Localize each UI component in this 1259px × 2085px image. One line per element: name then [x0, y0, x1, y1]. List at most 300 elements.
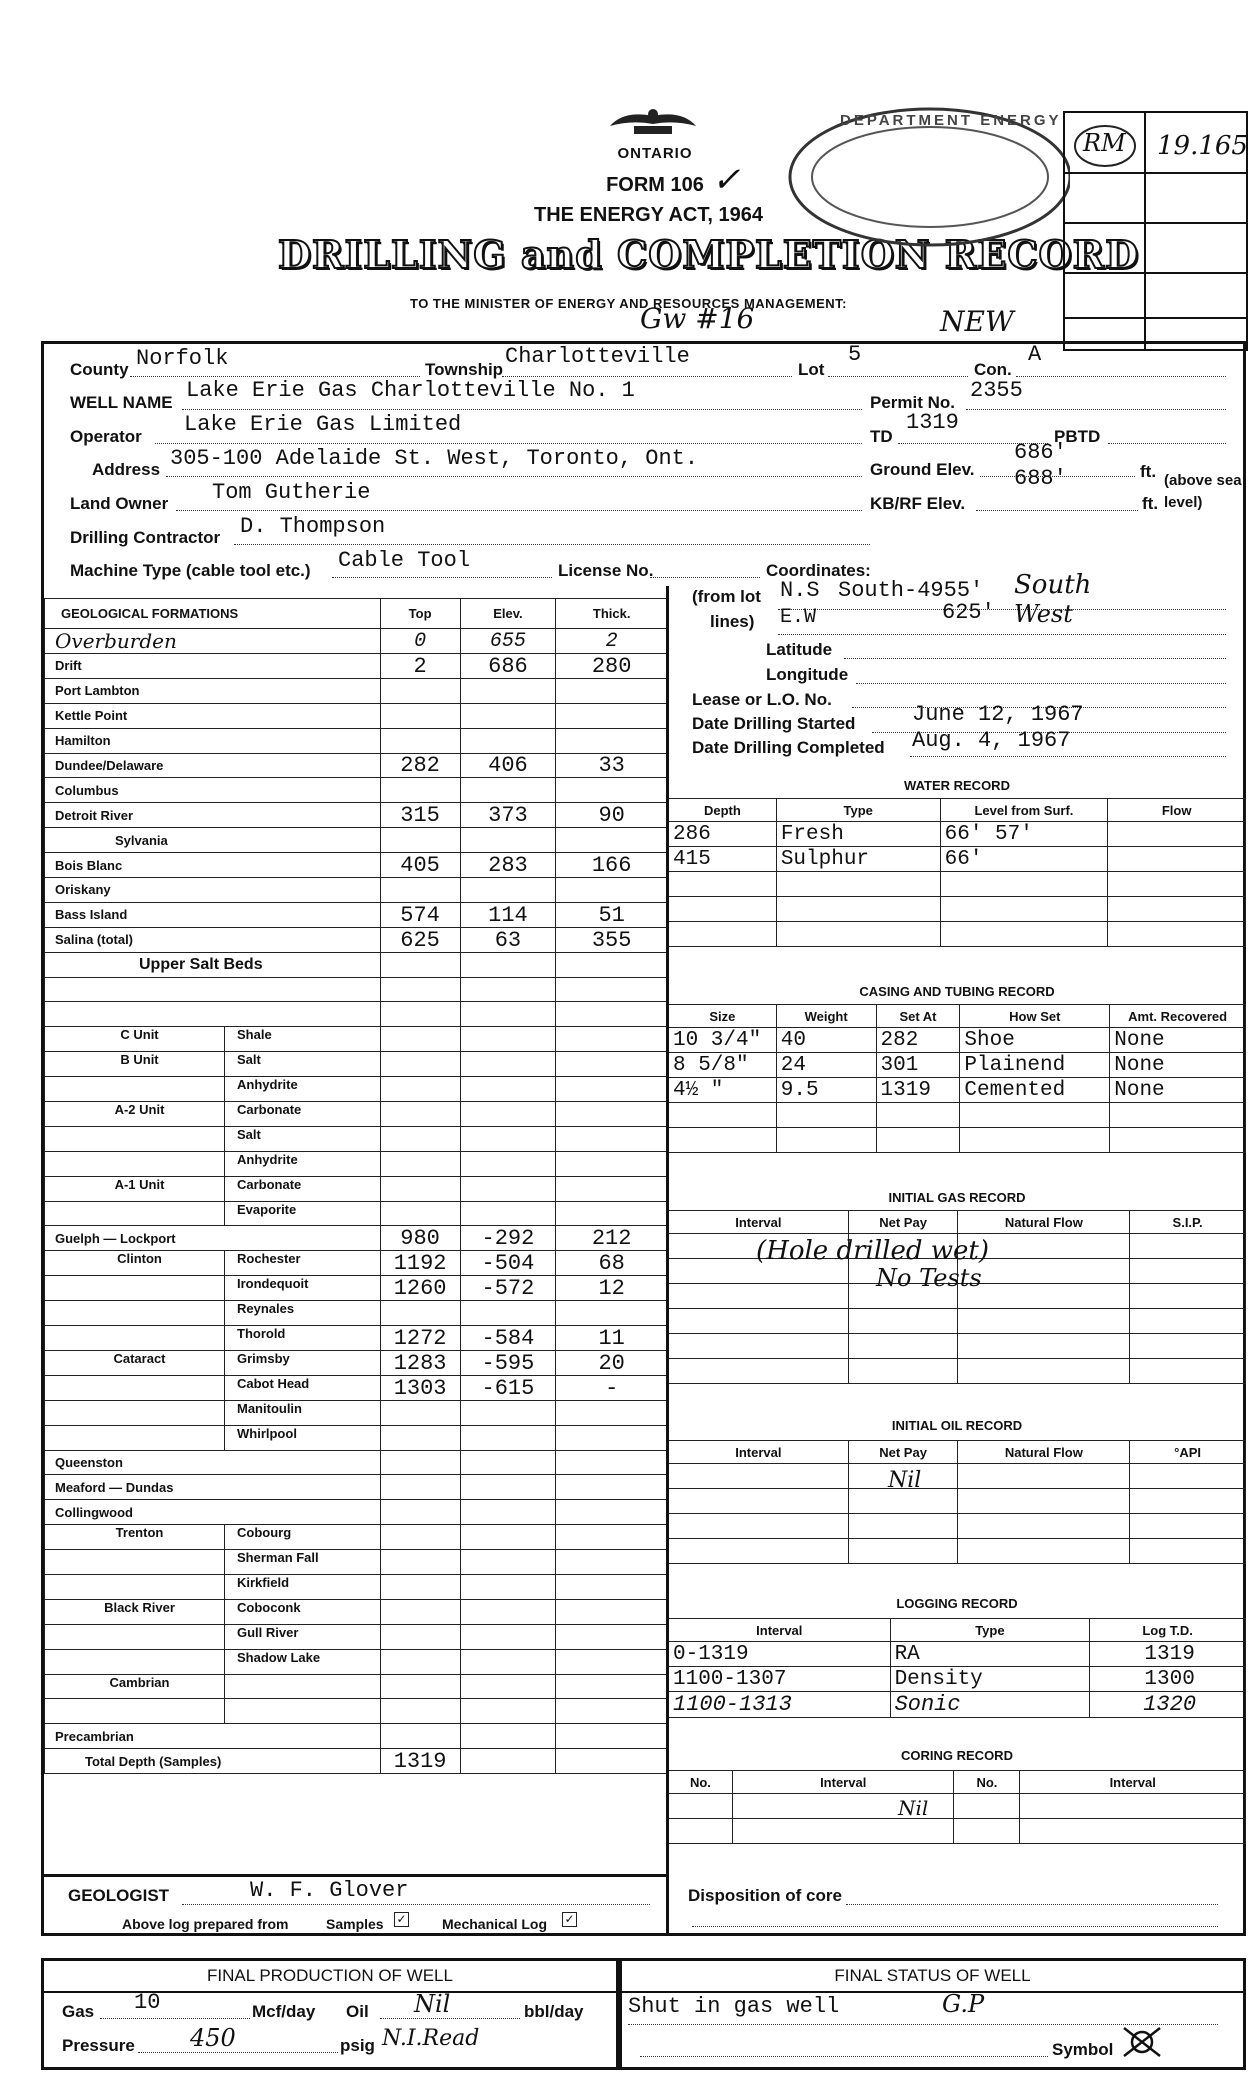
- geology-row: [45, 1649, 668, 1674]
- received-stamp: [770, 102, 1070, 252]
- address-value: 305-100 Adelaide St. West, Toronto, Ont.: [170, 446, 699, 471]
- formation-top: [380, 678, 460, 703]
- formation-group: Clinton: [117, 1251, 162, 1267]
- td-label: TD: [870, 427, 893, 446]
- casing-cell: [960, 1128, 1110, 1153]
- geology-row: [45, 1475, 668, 1500]
- formation-name: [45, 1251, 381, 1276]
- formation-elev: -292: [460, 1226, 556, 1251]
- water-row: [669, 822, 1246, 847]
- formation-top: [380, 1301, 460, 1326]
- casing-cell: [876, 1128, 960, 1153]
- formation-label: Drift: [55, 658, 82, 674]
- formation-elev: 283: [460, 853, 556, 878]
- geology-row: [45, 703, 668, 728]
- geology-row: [45, 1102, 668, 1127]
- formation-thick: [556, 728, 668, 753]
- logging-cell: 1300: [1090, 1667, 1246, 1692]
- formation-name: [45, 1002, 381, 1027]
- formation-top: 1303: [380, 1375, 460, 1400]
- township-value: Charlotteville: [505, 344, 690, 369]
- formation-elev: [460, 728, 556, 753]
- formation-thick: 280: [556, 654, 668, 679]
- formation-label: Overburden: [55, 629, 177, 653]
- geology-row: [45, 654, 668, 679]
- formation-top: [380, 1624, 460, 1649]
- final-status-value: Shut in gas well: [628, 1994, 840, 2019]
- formation-name: [45, 1226, 381, 1251]
- formation-name: [45, 803, 381, 828]
- water-header-depth: Depth: [669, 799, 777, 822]
- geology-row: [45, 1027, 668, 1052]
- date-started-value: June 12, 1967: [912, 702, 1084, 727]
- formation-elev: -572: [460, 1276, 556, 1301]
- oil-value: Nil: [414, 1990, 451, 2018]
- casing-cell: 10 3/4": [669, 1028, 777, 1053]
- geology-row: [45, 1599, 668, 1624]
- gas-note-no-tests: No Tests: [876, 1264, 982, 1292]
- gas-header-natural-flow: Natural Flow: [958, 1211, 1130, 1234]
- formation-top: [380, 1102, 460, 1127]
- casing-row: [669, 1078, 1246, 1103]
- water-cell: Sulphur: [776, 847, 940, 872]
- formation-subunit: Reynales: [237, 1301, 295, 1317]
- formation-label: [45, 982, 55, 997]
- formation-group: A-1 Unit: [114, 1176, 165, 1192]
- water-header-level: Level from Surf.: [940, 799, 1108, 822]
- casing-cell: 301: [876, 1053, 960, 1078]
- formation-group: Cataract: [113, 1350, 166, 1366]
- formation-name: [45, 1400, 381, 1425]
- formation-group: B Unit: [120, 1052, 159, 1068]
- formation-thick: [556, 1724, 668, 1749]
- formation-name: [45, 1500, 381, 1525]
- ew-handwritten: West: [1014, 600, 1073, 628]
- logging-row: [669, 1642, 1246, 1667]
- casing-record-table: [668, 1004, 1246, 1153]
- casing-cell: 4½ ": [669, 1078, 777, 1103]
- formation-elev: 406: [460, 753, 556, 778]
- logging-cell: 1100-1313: [669, 1692, 891, 1718]
- formation-top: [380, 1724, 460, 1749]
- logging-cell: 1100-1307: [669, 1667, 891, 1692]
- casing-cell: Cemented: [960, 1078, 1110, 1103]
- samples-checkbox[interactable]: ✓: [394, 1912, 409, 1927]
- geology-row: [45, 1002, 668, 1027]
- casing-cell: None: [1110, 1053, 1246, 1078]
- td-value: 1319: [906, 410, 959, 435]
- formation-name: [45, 1375, 381, 1400]
- formation-top: [380, 1126, 460, 1151]
- water-cell: [1108, 822, 1246, 847]
- final-status-handwritten: G.P: [942, 1990, 985, 2018]
- formation-name: [45, 1126, 381, 1151]
- formation-top: 980: [380, 1226, 460, 1251]
- geologist-label: GEOLOGIST: [68, 1886, 170, 1905]
- logging-cell: Density: [890, 1667, 1090, 1692]
- formation-name: [45, 1599, 381, 1624]
- formation-elev: 655: [460, 629, 556, 654]
- formation-thick: [556, 977, 668, 1002]
- column-divider: [666, 586, 669, 1936]
- water-cell: [1108, 897, 1246, 922]
- formation-top: [380, 1599, 460, 1624]
- formation-thick: -: [556, 1375, 668, 1400]
- to-minister-line: TO THE MINISTER OF ENERGY AND RESOURCES MANAGEMENT:: [410, 296, 847, 311]
- formation-subunit: Shadow Lake: [237, 1649, 321, 1665]
- act-label: THE ENERGY ACT, 1964: [534, 204, 763, 226]
- formation-thick: [556, 778, 668, 803]
- casing-header-recovered: Amt. Recovered: [1110, 1005, 1246, 1028]
- geology-row: [45, 927, 668, 952]
- formation-label: Dundee/Delaware: [55, 758, 164, 773]
- formation-elev: [460, 1674, 556, 1699]
- formation-top: [380, 1699, 460, 1724]
- geology-row: [45, 678, 668, 703]
- casing-header-set-at: Set At: [876, 1005, 960, 1028]
- geology-row: [45, 1425, 668, 1450]
- formation-name: [45, 927, 381, 952]
- formation-top: [380, 1500, 460, 1525]
- geology-row: [45, 778, 668, 803]
- casing-cell: [669, 1103, 777, 1128]
- formation-elev: -584: [460, 1326, 556, 1351]
- formation-subunit: Grimsby: [237, 1350, 290, 1366]
- ns-value: South-4955': [838, 578, 984, 603]
- formation-top: [380, 952, 460, 977]
- logging-record-table: [668, 1618, 1246, 1718]
- formation-elev: [460, 1027, 556, 1052]
- geology-row: [45, 1674, 668, 1699]
- geology-row: [45, 1450, 668, 1475]
- formation-thick: [556, 1151, 668, 1176]
- formation-name: [45, 728, 381, 753]
- formation-elev: [460, 1201, 556, 1226]
- formation-label: Salina (total): [55, 932, 134, 948]
- county-label: County: [70, 360, 129, 379]
- casing-cell: [960, 1103, 1110, 1128]
- formation-elev: -504: [460, 1251, 556, 1276]
- geology-header-formation: GEOLOGICAL FORMATIONS: [45, 599, 381, 629]
- province-label: ONTARIO: [617, 145, 693, 162]
- final-status-title: FINAL STATUS OF WELL: [622, 1961, 1243, 1993]
- water-cell: 415: [669, 847, 777, 872]
- formation-top: [380, 1151, 460, 1176]
- formation-elev: [460, 678, 556, 703]
- formation-elev: [460, 1176, 556, 1201]
- ground-elev-value-2: 688': [1014, 466, 1067, 491]
- formation-thick: [556, 1699, 668, 1724]
- formation-thick: [556, 1475, 668, 1500]
- formation-label: Upper Salt Beds: [139, 955, 263, 973]
- formation-elev: [460, 1599, 556, 1624]
- formation-name: [45, 703, 381, 728]
- formation-thick: 166: [556, 853, 668, 878]
- formation-name: [45, 1475, 381, 1500]
- formation-top: [380, 1475, 460, 1500]
- formation-name: [45, 629, 381, 654]
- casing-record-title: CASING AND TUBING RECORD: [859, 984, 1055, 999]
- geology-table: [44, 598, 668, 1774]
- formation-thick: [556, 1102, 668, 1127]
- casing-cell: 1319: [876, 1078, 960, 1103]
- gas-well-symbol-icon: [1120, 2024, 1164, 2060]
- disposition-label: Disposition of core: [688, 1886, 842, 1905]
- lot-value: 5: [848, 342, 862, 367]
- water-cell: [1108, 847, 1246, 872]
- geology-row: [45, 1525, 668, 1550]
- check-mark-icon: ✓: [712, 160, 741, 200]
- geology-row: [45, 1724, 668, 1749]
- formation-name: [45, 1326, 381, 1351]
- geology-row: [45, 728, 668, 753]
- ft-label-1: ft.: [1140, 462, 1157, 481]
- formation-name: [45, 678, 381, 703]
- formation-top: [380, 1450, 460, 1475]
- psig-label: psig: [340, 2036, 375, 2055]
- permit-value: 2355: [970, 378, 1023, 403]
- water-cell: [1108, 872, 1246, 897]
- formation-subunit: Kirkfield: [237, 1574, 290, 1590]
- geology-row: [45, 1350, 668, 1375]
- formation-subunit: Thorold: [237, 1326, 286, 1342]
- casing-row: [669, 1028, 1246, 1053]
- formation-top: 2: [380, 654, 460, 679]
- formation-thick: [556, 1126, 668, 1151]
- crest-logo: [604, 104, 702, 138]
- license-label: License No.: [558, 561, 654, 580]
- water-record-table: [668, 798, 1246, 947]
- formation-group: A-2 Unit: [114, 1102, 165, 1118]
- samples-label: Samples: [326, 1916, 384, 1932]
- geology-row: [45, 1176, 668, 1201]
- formation-name: [45, 1301, 381, 1326]
- water-row: [669, 897, 1246, 922]
- water-cell: [1108, 922, 1246, 947]
- logging-header-interval: Interval: [669, 1619, 891, 1642]
- geologist-divider: [44, 1874, 666, 1877]
- formation-elev: [460, 1649, 556, 1674]
- formation-top: 282: [380, 753, 460, 778]
- coring-record-table: [668, 1770, 1246, 1844]
- water-cell: [669, 922, 777, 947]
- oil-header-api: °API: [1130, 1441, 1246, 1464]
- casing-cell: 24: [776, 1053, 876, 1078]
- formation-label: Guelph — Lockport: [55, 1230, 176, 1246]
- formation-label: Oriskany: [55, 882, 111, 898]
- formation-label: [45, 1007, 55, 1022]
- box-entry-number: 19.165: [1157, 131, 1248, 161]
- gas-header-interval: Interval: [669, 1211, 849, 1234]
- logging-cell: Sonic: [890, 1692, 1090, 1718]
- geology-row: [45, 629, 668, 654]
- formation-thick: 20: [556, 1350, 668, 1375]
- water-cell: [776, 922, 940, 947]
- coring-header-interval-2: Interval: [1020, 1771, 1246, 1794]
- casing-cell: 8 5/8": [669, 1053, 777, 1078]
- formation-thick: [556, 1002, 668, 1027]
- stamp-text: DEPARTMENT ENERGY: [840, 112, 1062, 129]
- initial-gas-title: INITIAL GAS RECORD: [888, 1190, 1026, 1205]
- casing-cell: Plainend: [960, 1053, 1110, 1078]
- casing-cell: None: [1110, 1078, 1246, 1103]
- formation-top: [380, 1550, 460, 1575]
- formation-top: [380, 1574, 460, 1599]
- formation-thick: [556, 1176, 668, 1201]
- formation-label: Sylvania: [115, 832, 168, 848]
- formation-subunit: Cabot Head: [237, 1375, 310, 1391]
- formation-subunit: Salt: [237, 1126, 261, 1142]
- formation-group: Trenton: [115, 1525, 164, 1541]
- formation-name: [45, 977, 381, 1002]
- formation-elev: [460, 1724, 556, 1749]
- handwritten-gw: Gw #16: [640, 302, 755, 335]
- formation-top: [380, 728, 460, 753]
- formation-subunit: Carbonate: [237, 1176, 302, 1192]
- formation-thick: 33: [556, 753, 668, 778]
- water-cell: [776, 872, 940, 897]
- formation-subunit: Whirlpool: [237, 1425, 297, 1441]
- oil-header-natural-flow: Natural Flow: [958, 1441, 1130, 1464]
- geology-row: [45, 1624, 668, 1649]
- geology-row: [45, 1226, 668, 1251]
- formation-thick: [556, 1674, 668, 1699]
- casing-header-size: Size: [669, 1005, 777, 1028]
- formation-elev: 686: [460, 654, 556, 679]
- psig-note: N.I.Read: [382, 2026, 480, 2051]
- well-name-value: Lake Erie Gas Charlotteville No. 1: [186, 378, 635, 403]
- formation-group: Cambrian: [109, 1674, 170, 1690]
- above-sea-level-note: (above sea level): [1164, 472, 1242, 511]
- formation-thick: [556, 1301, 668, 1326]
- form-number: FORM 106: [606, 174, 704, 196]
- formation-elev: [460, 1500, 556, 1525]
- ft-label-2: ft.: [1142, 494, 1159, 513]
- oil-header-net-pay: Net Pay: [848, 1441, 958, 1464]
- gas-header-net-pay: Net Pay: [848, 1211, 958, 1234]
- geology-row: [45, 1699, 668, 1724]
- formation-thick: [556, 1027, 668, 1052]
- geology-row: [45, 1077, 668, 1102]
- formation-thick: [556, 1077, 668, 1102]
- logging-row: [669, 1667, 1246, 1692]
- formation-group: C Unit: [120, 1027, 159, 1043]
- coring-note-nil: Nil: [898, 1796, 929, 1820]
- formation-elev: [460, 1301, 556, 1326]
- casing-cell: None: [1110, 1028, 1246, 1053]
- formation-thick: [556, 952, 668, 977]
- geology-row: [45, 902, 668, 927]
- formation-elev: [460, 1450, 556, 1475]
- kb-elev-label: KB/RF Elev.: [870, 494, 966, 513]
- county-value: Norfolk: [136, 346, 229, 371]
- geology-row: [45, 878, 668, 903]
- form-title: DRILLING and COMPLETION RECORD: [278, 232, 1140, 277]
- formation-top: [380, 1674, 460, 1699]
- formation-thick: 90: [556, 803, 668, 828]
- mechanical-log-checkbox[interactable]: ✓: [562, 1912, 577, 1927]
- gas-note-hole-wet: (Hole drilled wet): [756, 1236, 989, 1266]
- formation-top: [380, 1176, 460, 1201]
- logging-cell: 1319: [1090, 1642, 1246, 1667]
- ns-marker: N.S: [780, 578, 820, 603]
- formation-elev: [460, 1475, 556, 1500]
- formation-name: [45, 878, 381, 903]
- machine-type-value: Cable Tool: [338, 548, 471, 573]
- formation-thick: 355: [556, 927, 668, 952]
- formation-name: [45, 1749, 381, 1774]
- casing-cell: [1110, 1128, 1246, 1153]
- formation-thick: [556, 703, 668, 728]
- formation-thick: 51: [556, 902, 668, 927]
- oil-label: Oil: [346, 2002, 369, 2021]
- geology-row: [45, 977, 668, 1002]
- coring-header-no-1: No.: [669, 1771, 733, 1794]
- logging-row: [669, 1692, 1246, 1718]
- formation-thick: [556, 1624, 668, 1649]
- casing-cell: [1110, 1103, 1246, 1128]
- initial-oil-title: INITIAL OIL RECORD: [891, 1418, 1023, 1433]
- formation-top: 405: [380, 853, 460, 878]
- formation-thick: [556, 1574, 668, 1599]
- formation-thick: [556, 1550, 668, 1575]
- formation-top: [380, 1201, 460, 1226]
- formation-name: [45, 1574, 381, 1599]
- formation-top: 0: [380, 629, 460, 654]
- water-row: [669, 922, 1246, 947]
- formation-thick: [556, 1649, 668, 1674]
- formation-name: [45, 654, 381, 679]
- formation-name: [45, 1525, 381, 1550]
- formation-name: [45, 1077, 381, 1102]
- formation-elev: [460, 952, 556, 977]
- formation-elev: [460, 1574, 556, 1599]
- formation-top: [380, 977, 460, 1002]
- contractor-value: D. Thompson: [240, 514, 386, 539]
- formation-thick: [556, 1052, 668, 1077]
- formation-name: [45, 952, 381, 977]
- from-lot-label: (from lot: [692, 587, 761, 606]
- formation-name: [45, 853, 381, 878]
- lot-label: Lot: [798, 360, 825, 379]
- logging-cell: 0-1319: [669, 1642, 891, 1667]
- formation-subunit: Carbonate: [237, 1102, 302, 1118]
- water-header-type: Type: [776, 799, 940, 822]
- formation-thick: [556, 678, 668, 703]
- water-row: [669, 872, 1246, 897]
- formation-label: Kettle Point: [55, 708, 128, 724]
- formation-elev: -615: [460, 1375, 556, 1400]
- geology-header-elev: Elev.: [460, 599, 556, 629]
- logging-cell: 1320: [1090, 1692, 1246, 1718]
- formation-elev: [460, 1077, 556, 1102]
- geology-row: [45, 753, 668, 778]
- formation-top: [380, 778, 460, 803]
- formation-elev: 114: [460, 902, 556, 927]
- logging-header-type: Type: [890, 1619, 1090, 1642]
- land-owner-label: Land Owner: [70, 494, 169, 513]
- formation-top: [380, 1027, 460, 1052]
- formation-subunit: Cobourg: [237, 1525, 292, 1541]
- formation-thick: 68: [556, 1251, 668, 1276]
- formation-top: 574: [380, 902, 460, 927]
- water-cell: [776, 897, 940, 922]
- formation-subunit: Coboconk: [237, 1599, 301, 1615]
- formation-name: [45, 1724, 381, 1749]
- formation-thick: [556, 1500, 668, 1525]
- formation-top: [380, 1002, 460, 1027]
- formation-elev: [460, 703, 556, 728]
